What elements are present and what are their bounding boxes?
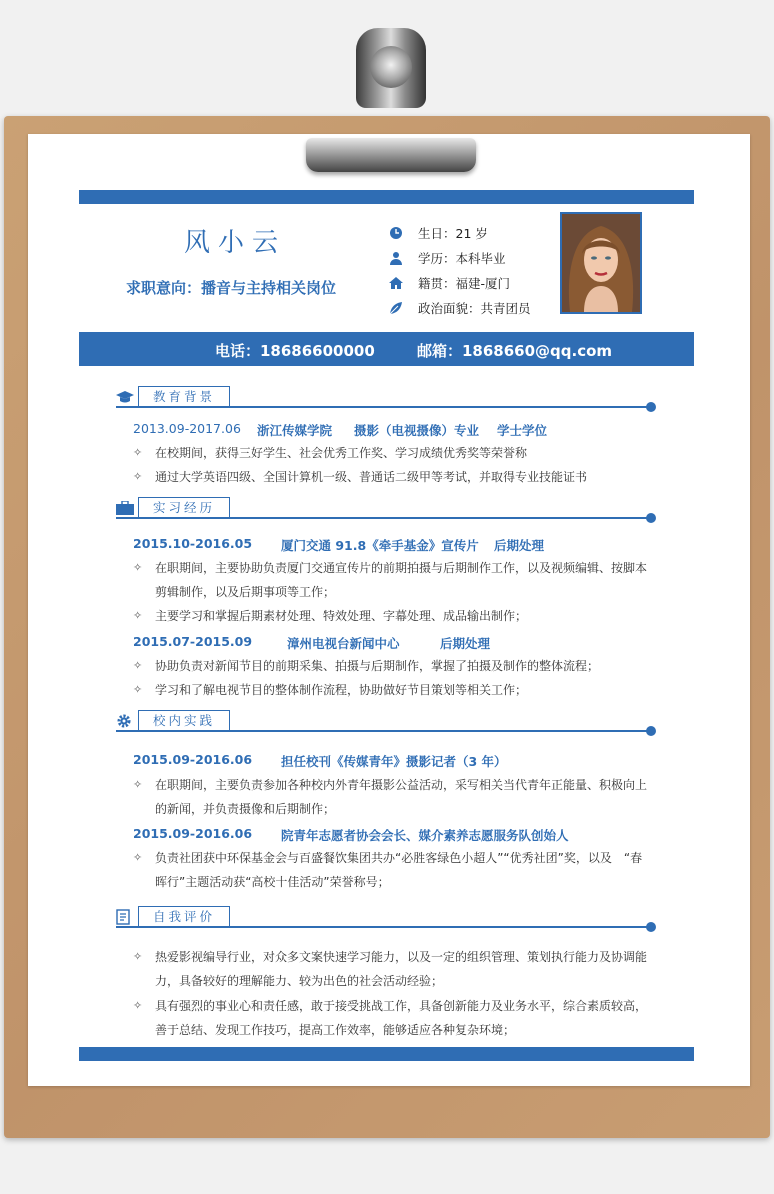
list-item: ✧ 学习和了解电视节目的整体制作流程，协助做好节目策划等相关工作；: [133, 683, 528, 697]
contact-bar: [79, 332, 694, 366]
footer-bar: [79, 1047, 694, 1061]
document-icon: [116, 909, 134, 925]
list-item: ✧ 在职期间，主要负责参加各种校内外青年摄影公益活动，采写相关当代青年正能量、积极向上的新闻，并负责摄像和后期制作；: [133, 778, 648, 816]
home-icon: [388, 275, 404, 291]
info-hometown: 籍贯：福建-厦门: [388, 270, 558, 295]
section-education: [116, 386, 656, 408]
info-birthday: 生日：21 岁: [388, 220, 558, 245]
section-self-evaluation: [116, 906, 656, 928]
list-item: ✧ 协助负责对新闻节目的前期采集、拍摄与后期制作，掌握了拍摄及制作的整体流程；: [133, 659, 600, 673]
list-item: ✧ 在校期间，获得三好学生、社会优秀工作奖、学习成绩优秀奖等荣誉称: [133, 446, 528, 460]
section-title: 校内实践: [138, 710, 230, 731]
personal-info: [388, 220, 558, 320]
person-icon: [388, 250, 404, 266]
header-bar: [79, 190, 694, 204]
section-title: 自我评价: [138, 906, 230, 927]
list-item: ✧ 在职期间，主要协助负责厦门交通宣传片的前期拍摄与后期制作工作，以及视频编辑、按脚本剪辑制作，以及后期事项等工作；: [133, 561, 648, 599]
email-text: 邮箱：1868660@qq.com: [417, 342, 613, 360]
section-title: 实习经历: [138, 497, 230, 518]
resume-name: 风小云: [183, 228, 286, 258]
clock-icon: [388, 225, 404, 241]
job-intent: 求职意向：播音与主持相关岗位: [125, 279, 336, 297]
leaf-icon: [388, 300, 404, 316]
section-internship: [116, 497, 656, 519]
list-item: ✧ 主要学习和掌握后期素材处理、特效处理、字幕处理、成品输出制作；: [133, 609, 528, 623]
list-item: ✧ 通过大学英语四级、全国计算机一级、普通话二级甲等考试，并取得专业技能证书: [133, 470, 588, 484]
list-item: ✧ 具有强烈的事业心和责任感，敢于接受挑战工作，具备创新能力及业务水平，综合素质较高，善于总结、发现工作技巧，提高工作效率，能够适应各种复杂环境；: [133, 999, 648, 1037]
profile-photo: [560, 212, 642, 314]
section-campus: [116, 710, 656, 732]
info-education: 学历：本科毕业: [388, 245, 558, 270]
binder-clip-base: [306, 138, 476, 172]
briefcase-icon: [116, 500, 134, 516]
binder-clip-icon: [356, 28, 426, 108]
info-political: 政治面貌：共青团员: [388, 295, 558, 320]
list-item: ✧ 负责社团获中环保基金会与百盛餐饮集团共办“必胜客绿色小超人”“优秀社团”奖，以及 “春晖行”主题活动获“高校十佳活动”荣誉称号；: [133, 851, 643, 889]
gear-icon: [116, 713, 134, 729]
section-title: 教育背景: [138, 386, 230, 407]
list-item: ✧ 热爱影视编导行业，对众多文案快速学习能力，以及一定的组织管理、策划执行能力及协调能力，具备较好的理解能力、较为出色的社会活动经验；: [133, 950, 648, 988]
graduation-cap-icon: [116, 389, 134, 405]
phone-text: 电话：18686600000: [215, 342, 375, 360]
